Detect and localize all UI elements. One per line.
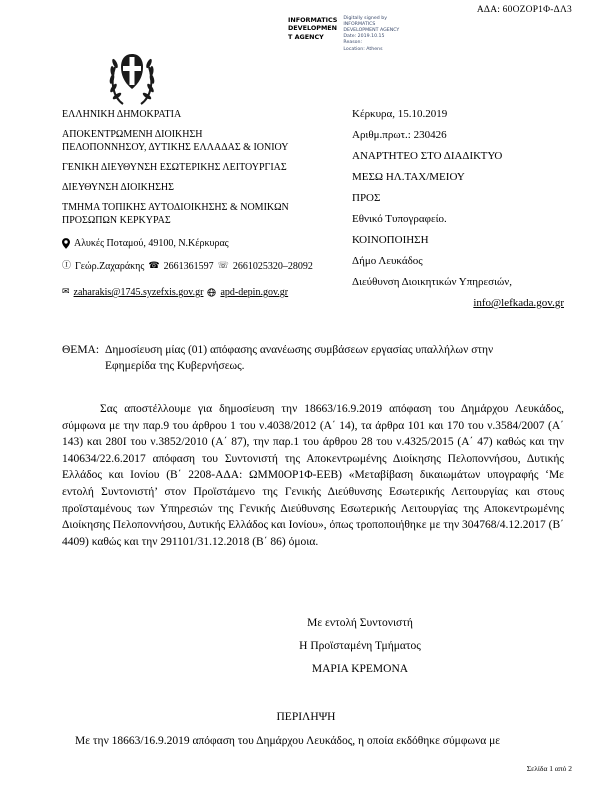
subject-text: Δημοσίευση μίας (01) απόφασης ανανέωσης συμβάσεων εργασίας υπαλλήλων στην Εφημερίδα της Κυβερνήσεως.: [105, 344, 494, 372]
org-republic: ΕΛΛΗΝΙΚΗ ΔΗΜΟΚΡΑΤΙΑ: [62, 109, 182, 120]
stamp-agency-line: DEVELOPMEN: [288, 24, 338, 33]
address-line: [62, 237, 322, 250]
web-posting-note: ΑΝΑΡΤΗΤΕΟ ΣΤΟ ΔΙΑΔΙΚΤΥΟ: [352, 150, 503, 162]
email-icon: ✉: [62, 287, 70, 297]
website-link[interactable]: apd-depin.gov.gr: [220, 287, 289, 298]
to-recipient: Εθνικό Τυπογραφείο.: [352, 213, 447, 225]
subject-line: [62, 343, 564, 374]
summary-text: Με την 18663/16.9.2019 απόφαση του Δημάρχου Λευκάδος, η οποία εκδόθηκε σύμφωνα με: [75, 735, 501, 747]
place-date: Κέρκυρα, 15.10.2019: [352, 108, 448, 120]
digital-signature-stamp: [288, 16, 399, 53]
to-label: ΠΡΟΣ: [352, 192, 381, 204]
summary-title: ΠΕΡΙΛΗΨΗ: [276, 711, 336, 723]
stamp-signature-line: Digitally signed by: [343, 16, 387, 21]
cc-label: ΚΟΙΝΟΠΟΙΗΣΗ: [352, 234, 429, 246]
signature-name: ΜΑΡΙΑ ΚΡΕΜΟΝΑ: [311, 663, 409, 675]
globe-icon: [207, 288, 216, 297]
via-email-note: ΜΕΣΩ ΗΛ.ΤΑΧ/ΜΕΙΟΥ: [352, 171, 465, 183]
signature-title: Η Προϊσταμένη Τμήματος: [299, 640, 421, 652]
signature-authority: Με εντολή Συντονιστή: [307, 617, 413, 629]
info-icon: Ⓘ: [62, 261, 72, 271]
stamp-agency-line: INFORMATICS: [288, 16, 338, 24]
org-general-directorate: ΓΕΝΙΚΗ ΔΙΕΥΘΥΝΣΗ ΕΣΩΤΕΡΙΚΗΣ ΛΕΙΤΟΥΡΓΙΑΣ: [62, 162, 287, 173]
org-department-line2: ΠΡΟΣΩΠΩΝ ΚΕΡΚΥΡΑΣ: [62, 215, 171, 226]
subject-label: ΘΕΜΑ:: [62, 344, 100, 356]
fax-icon: ☏: [217, 261, 229, 271]
signature-block: [236, 617, 484, 686]
stamp-signature-line: INFORMATICS: [343, 22, 376, 28]
location-pin-icon: [62, 238, 70, 249]
fax-number: 2661025320–28092: [232, 261, 313, 272]
protocol-number: Αριθμ.πρωτ.: 230426: [352, 129, 447, 141]
stamp-signature-details: [343, 16, 399, 53]
phone-icon: ☎: [148, 261, 160, 271]
stamp-signature-line: DEVELOPMENT AGENCY: [343, 28, 400, 34]
phone-number: 2661361597: [163, 261, 214, 272]
email-line: [62, 286, 322, 299]
address-text: Αλυκές Ποταμού, 49100, Ν.Κέρκυρας: [74, 238, 229, 249]
phone-line: [62, 260, 322, 273]
stamp-signature-line: Location: Athens: [343, 46, 383, 52]
org-administration: ΑΠΟΚΕΝΤΡΩΜΕΝΗ ΔΙΟΙΚΗΣΗ: [62, 129, 203, 140]
page-number: Σελίδα 1 από 2: [526, 764, 572, 773]
org-administration-line2: ΠΕΛΟΠΟΝΝΗΣΟΥ, ΔΥΤΙΚΗΣ ΕΛΛΑΔΑΣ & ΙΟΝΙΟΥ: [62, 142, 289, 153]
stamp-signature-line: Date: 2019.10.15: [343, 34, 385, 40]
org-directorate: ΔΙΕΥΘΥΝΣΗ ΔΙΟΙΚΗΣΗΣ: [62, 182, 174, 193]
contact-name: Γεώρ.Ζαχαράκης: [75, 261, 145, 272]
recipient-block: [352, 108, 564, 318]
greek-emblem-icon: [106, 50, 158, 108]
cc-email-line: [352, 297, 564, 310]
cc-department: Διεύθυνση Διοικητικών Υπηρεσιών,: [352, 276, 512, 288]
cc-recipient: Δήμο Λευκάδος: [352, 255, 423, 267]
stamp-agency-name: [288, 16, 337, 41]
stamp-signature-line: Reason:: [343, 40, 363, 46]
org-department: ΤΜΗΜΑ ΤΟΠΙΚΗΣ ΑΥΤΟΔΙΟΙΚΗΣΗΣ & ΝΟΜΙΚΩΝ: [62, 202, 289, 213]
email-link[interactable]: zaharakis@1745.syzefxis.gov.gr: [73, 287, 204, 298]
cc-email-link[interactable]: info@lefkada.gov.gr: [473, 297, 564, 309]
body-paragraph: Σας αποστέλλουμε για δημοσίευση την 18663/16.9.2019 απόφαση του Δημάρχου Λευκάδος, σύμφωνα με την παρ.9 του άρθρου 1 του ν.4038/2012 (Α΄ 14), τα άρθρα 101 και 170 του ν.3584/2007 (Α΄ 143) και 280Ι του ν.3852/2010 (Α΄ 87), την παρ.1 του άρθρου 28 του ν.4325/2015 (Α΄ 47) καθώς και την 140634/22.6.2017 απόφαση του Συντονιστή της Αποκεντρωμένης Διοίκησης Πελοποννήσου, Δυτικής Ελλάδος και Ιονίου (Β΄ 2208-ΑΔΑ: ΩΜΜ0ΟΡ1Φ-ΕΕΒ) «Μεταβίβαση δικαιωμάτων υπογραφής ‘Με εντολή Συντονιστή’ στον Προϊστάμενο της Γενικής Διεύθυνσης Εσωτερικής Λειτουργίας και στους προϊσταμένους των Υπηρεσιών της Γενικής Διεύθυνσης Εσωτερικής Λειτουργίας της Αποκεντρωμένης Διοίκησης Πελοποννήσου, Δυτικής Ελλάδος και Ιονίου», όπως τροποποιήθηκε με την 304768/4.12.2017 (Β΄ 4409) καθώς και την 291101/31.12.2018 (Β΄ 86) όμοια.: [62, 403, 564, 548]
ada-number: ΑΔΑ: 60OZOP1Φ-ΔΛ3: [476, 5, 572, 15]
stamp-agency-line: T AGENCY: [288, 32, 324, 41]
letterhead: [62, 108, 322, 299]
